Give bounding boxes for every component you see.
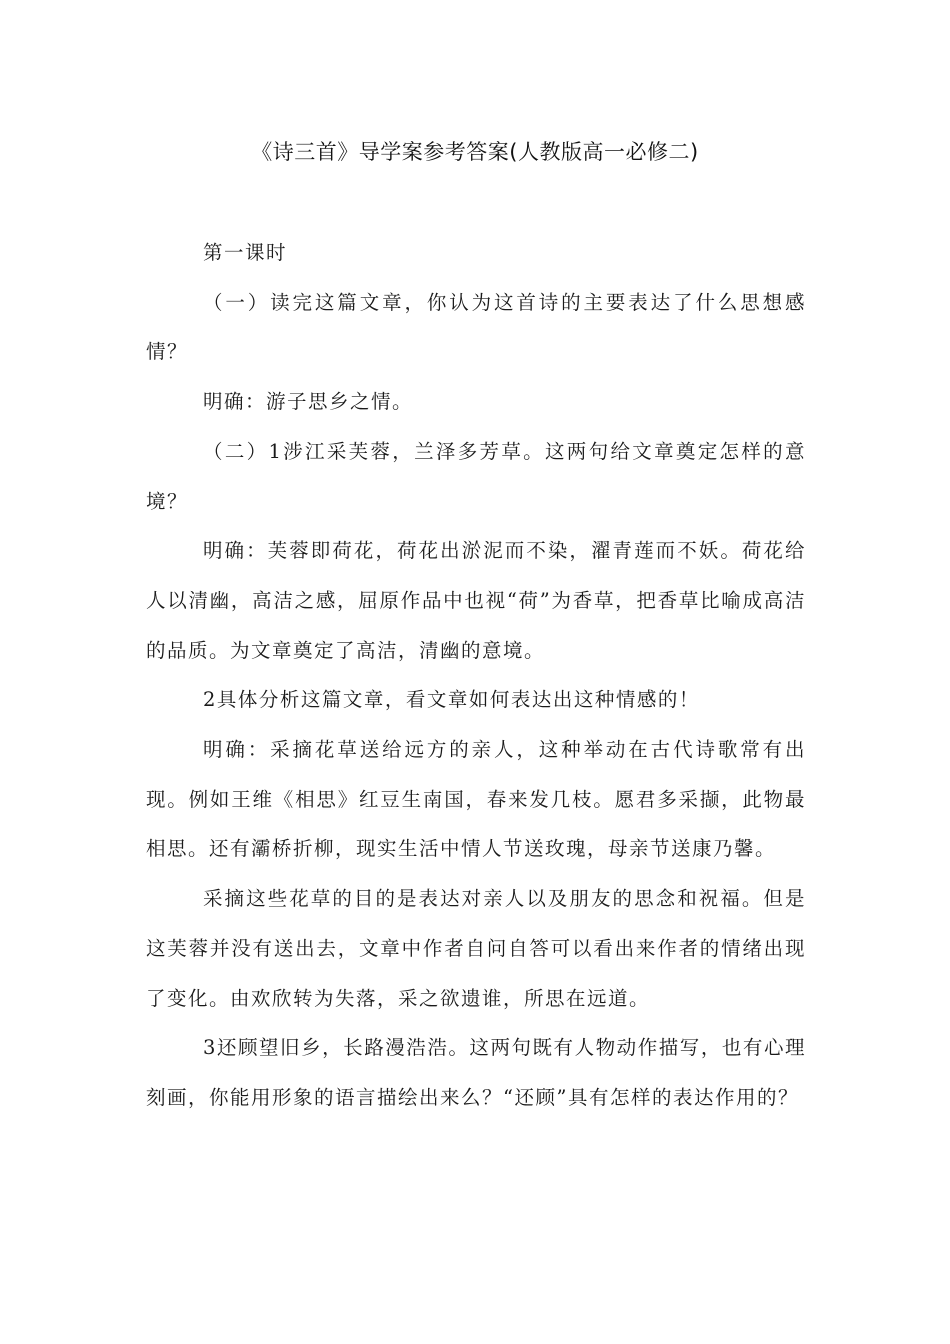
document-title: 《诗三首》导学案参考答案(人教版高一必修二)	[251, 140, 699, 164]
document-body	[146, 228, 806, 1123]
paragraph-answer-3-continued: 采摘这些花草的目的是表达对亲人以及朋友的思念和祝福。但是这芙蓉并没有送出去，文章中作者自问自答可以看出来作者的情绪出现了变化。由欢欣转为失落，采之欲遗谁，所思在远道。	[146, 887, 806, 1010]
paragraph-answer-1: 明确：游子思乡之情。	[203, 390, 414, 414]
paragraph-question-2: （二）1涉江采芙蓉，兰泽多芳草。这两句给文章奠定怎样的意境？	[146, 439, 806, 513]
paragraph-lesson-heading: 第一课时	[203, 241, 288, 264]
paragraph-answer-3: 明确：采摘花草送给远方的亲人，这种举动在古代诗歌常有出现。例如王维《相思》红豆生南国，春来发几枝。愿君多采撷，此物最相思。还有灞桥折柳，现实生活中情人节送玫瑰，母亲节送康乃馨。	[146, 738, 806, 861]
paragraph-question-1: （一）读完这篇文章，你认为这首诗的主要表达了什么思想感情？	[146, 290, 806, 364]
paragraph-answer-2: 明确：芙蓉即荷花，荷花出淤泥而不染，濯青莲而不妖。荷花给人以清幽，高洁之感，屈原作品中也视“荷”为香草，把香草比喻成高洁的品质。为文章奠定了高洁，清幽的意境。	[146, 539, 806, 662]
paragraph-question-3: 2具体分析这篇文章，看文章如何表达出这种情感的！	[203, 688, 700, 712]
paragraph-question-4: 3还顾望旧乡，长路漫浩浩。这两句既有人物动作描写，也有心理刻画，你能用形象的语言描绘出来么？“还顾”具有怎样的表达作用的？	[146, 1036, 806, 1109]
